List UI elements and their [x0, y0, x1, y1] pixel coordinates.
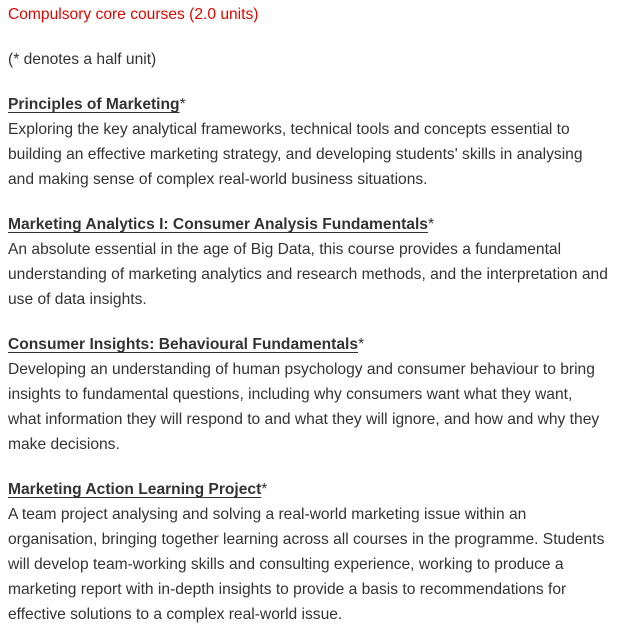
half-unit-marker: *	[427, 216, 435, 233]
course-description: An absolute essential in the age of Big Data, this course provides a fundamental understanding of marketing analytics and research methods, and the interpretation and use of data insights.	[8, 241, 608, 308]
course-title-line	[8, 212, 609, 237]
course-item	[8, 212, 609, 312]
course-item	[8, 332, 609, 457]
course-description: Developing an understanding of human psychology and consumer behaviour to bring insights to fundamental questions, including why consumers want what they want, what information they will respond to and what they will ignore, and how and why they make decisions.	[8, 361, 600, 453]
course-description: Exploring the key analytical frameworks, technical tools and concepts essential to building an effective marketing strategy, and developing students' skills in analysing and making sense of complex real-world business situations.	[8, 121, 583, 188]
course-description: A team project analysing and solving a real-world marketing issue within an organisation, bringing together learning across all courses in the programme. Students will develop team-working skills and consulting experience, working to produce a marketing report with in-depth insights to provide a basis to recommendations for effective solutions to a complex real-world issue.	[8, 506, 605, 623]
half-unit-marker: *	[261, 481, 268, 498]
course-title-line	[8, 332, 609, 357]
course-title-line	[8, 477, 609, 502]
course-title-line	[8, 92, 609, 117]
half-unit-marker: *	[358, 336, 365, 353]
course-item	[8, 477, 609, 627]
half-unit-note: (* denotes a half unit)	[8, 51, 157, 68]
course-title-link-principles-of-marketing[interactable]: Principles of Marketing	[8, 96, 180, 113]
course-item	[8, 92, 609, 192]
course-title-link-consumer-insights[interactable]: Consumer Insights: Behavioural Fundamentals	[8, 336, 359, 353]
course-title-link-marketing-analytics[interactable]: Marketing Analytics I: Consumer Analysis Fundamentals	[8, 216, 428, 233]
half-unit-marker: *	[179, 96, 186, 113]
course-title-link-action-learning-project[interactable]: Marketing Action Learning Project	[8, 481, 262, 498]
section-heading: Compulsory core courses (2.0 units)	[8, 6, 259, 23]
